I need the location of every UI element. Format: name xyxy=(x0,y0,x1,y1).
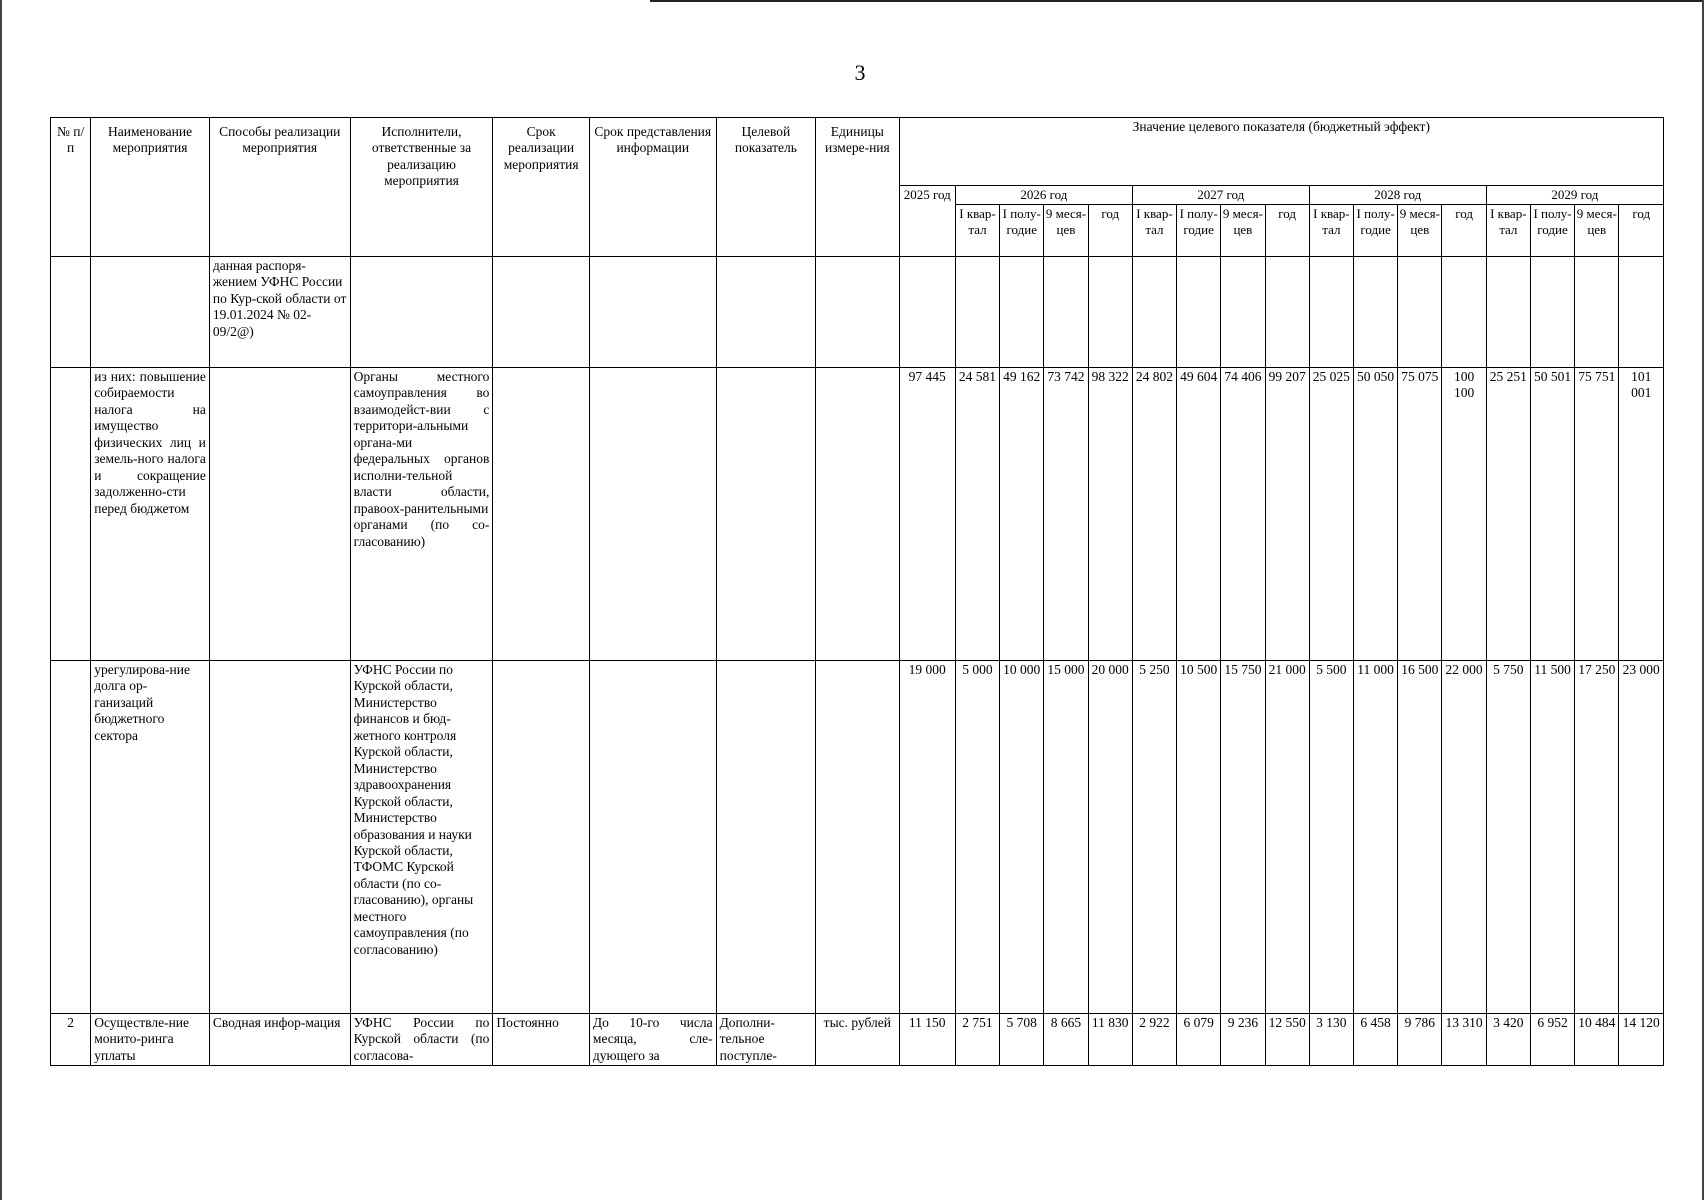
value-cell-2029-h1: 6 952 xyxy=(1530,1013,1574,1065)
cell-methods xyxy=(209,660,350,1013)
value-cell-2026-9m: 15 000 xyxy=(1044,660,1088,1013)
header-2027-year: год xyxy=(1265,204,1309,256)
value-cell-2025: 97 445 xyxy=(899,367,955,660)
cell-no xyxy=(51,367,91,660)
value-cell-2027-9m: 15 750 xyxy=(1221,660,1265,1013)
value-cell-2029-9m: 17 250 xyxy=(1575,660,1619,1013)
header-row-1 xyxy=(51,118,1664,186)
header-target: Целевой показатель xyxy=(716,118,816,257)
cell-report-deadline xyxy=(589,660,716,1013)
cell-deadline: Постоянно xyxy=(493,1013,590,1065)
cell-no xyxy=(51,660,91,1013)
header-2027-h1: I полу-годие xyxy=(1177,204,1221,256)
header-executors: Исполнители, ответственные за реализацию мероприятия xyxy=(350,118,493,257)
value-cell-2026-year: 11 830 xyxy=(1088,1013,1132,1065)
header-2028-year: год xyxy=(1442,204,1486,256)
value-cell xyxy=(1398,256,1442,367)
table-row-debt-settlement xyxy=(51,660,1664,1013)
value-cell-2026-h1: 10 000 xyxy=(1000,660,1044,1013)
value-cell xyxy=(1353,256,1397,367)
header-2029-h1: I полу-годие xyxy=(1530,204,1574,256)
cell-name: Осуществле-ние монито-ринга уплаты xyxy=(91,1013,210,1065)
cell-target xyxy=(716,256,816,367)
value-cell-2028-year: 100 100 xyxy=(1442,367,1486,660)
header-year-2028: 2028 год xyxy=(1309,186,1486,205)
value-cell-2026-year: 20 000 xyxy=(1088,660,1132,1013)
value-cell-2029-h1: 11 500 xyxy=(1530,660,1574,1013)
header-year-2027: 2027 год xyxy=(1132,186,1309,205)
cell-deadline xyxy=(493,367,590,660)
cell-target xyxy=(716,367,816,660)
value-cell-2028-h1: 11 000 xyxy=(1353,660,1397,1013)
value-cell xyxy=(1265,256,1309,367)
value-cell-2028-h1: 50 050 xyxy=(1353,367,1397,660)
value-cell-2026-9m: 73 742 xyxy=(1044,367,1088,660)
value-cell-2028-9m: 16 500 xyxy=(1398,660,1442,1013)
cell-deadline xyxy=(493,660,590,1013)
header-2029-9m: 9 меся-цев xyxy=(1575,204,1619,256)
value-cell xyxy=(1044,256,1088,367)
value-cell-2025: 11 150 xyxy=(899,1013,955,1065)
value-cell-2029-h1: 50 501 xyxy=(1530,367,1574,660)
value-cell-2027-h1: 10 500 xyxy=(1177,660,1221,1013)
value-cell-2026-q1: 2 751 xyxy=(955,1013,999,1065)
header-year-2029: 2029 год xyxy=(1486,186,1663,205)
header-no: № п/п xyxy=(51,118,91,257)
cell-units xyxy=(816,660,899,1013)
value-cell xyxy=(1442,256,1486,367)
cell-target: Дополни-тельное поступле- xyxy=(716,1013,816,1065)
value-cell-2027-q1: 5 250 xyxy=(1132,660,1176,1013)
value-cell-2027-year: 99 207 xyxy=(1265,367,1309,660)
value-cell-2027-year: 21 000 xyxy=(1265,660,1309,1013)
value-cell xyxy=(1132,256,1176,367)
value-cell-2029-q1: 5 750 xyxy=(1486,660,1530,1013)
header-name: Наименование мероприятия xyxy=(91,118,210,257)
value-cell-2028-q1: 3 130 xyxy=(1309,1013,1353,1065)
header-2028-h1: I полу-годие xyxy=(1353,204,1397,256)
value-cell xyxy=(1486,256,1530,367)
header-deadline: Срок реализации мероприятия xyxy=(493,118,590,257)
cell-name: из них: повышение собираемости налога на имущество физических лиц и земель-ного налога и сокращение задолженно-сти перед бюджетом xyxy=(91,367,210,660)
value-cell-2026-h1: 49 162 xyxy=(1000,367,1044,660)
cell-methods: Сводная инфор-мация xyxy=(209,1013,350,1065)
header-units: Единицы измере-ния xyxy=(816,118,899,257)
value-cell-2029-year: 14 120 xyxy=(1619,1013,1664,1065)
header-2027-9m: 9 меся-цев xyxy=(1221,204,1265,256)
scan-edge-top xyxy=(650,0,1704,2)
cell-report-deadline: До 10-го числа месяца, сле-дующего за xyxy=(589,1013,716,1065)
cell-deadline xyxy=(493,256,590,367)
value-cell-2025: 19 000 xyxy=(899,660,955,1013)
header-report-deadline: Срок представления информации xyxy=(589,118,716,257)
value-cell-2027-9m: 74 406 xyxy=(1221,367,1265,660)
cell-name: урегулирова-ние долга ор-ганизаций бюджетного сектора xyxy=(91,660,210,1013)
header-2029-q1: I квар-тал xyxy=(1486,204,1530,256)
value-cell-2029-year: 23 000 xyxy=(1619,660,1664,1013)
value-cell xyxy=(1575,256,1619,367)
value-cell-2029-9m: 10 484 xyxy=(1575,1013,1619,1065)
value-cell-2028-year: 13 310 xyxy=(1442,1013,1486,1065)
value-cell-2026-9m: 8 665 xyxy=(1044,1013,1088,1065)
value-cell-2026-year: 98 322 xyxy=(1088,367,1132,660)
table-row-property-tax xyxy=(51,367,1664,660)
cell-executors: УФНС России по Курской области, Министерство финансов и бюд-жетного контроля Курской области, Министерство здравоохранения Курской области, Министерство образования и науки Курской области, ТФОМС Курской области (по со-гласованию), органы местного самоуправления (по согласованию) xyxy=(350,660,493,1013)
header-2027-q1: I квар-тал xyxy=(1132,204,1176,256)
value-cell-2027-h1: 49 604 xyxy=(1177,367,1221,660)
cell-methods xyxy=(209,367,350,660)
value-cell xyxy=(955,256,999,367)
cell-no xyxy=(51,256,91,367)
header-2026-9m: 9 меся-цев xyxy=(1044,204,1088,256)
header-2028-9m: 9 меся-цев xyxy=(1398,204,1442,256)
header-value-group: Значение целевого показателя (бюджетный эффект) xyxy=(899,118,1663,186)
value-cell-2028-q1: 5 500 xyxy=(1309,660,1353,1013)
value-cell-2026-q1: 24 581 xyxy=(955,367,999,660)
value-cell-2028-9m: 9 786 xyxy=(1398,1013,1442,1065)
cell-executors: Органы местного самоуправления во взаимодейст-вии с территори-альными органа-ми федеральных органов исполни-тельной власти области, правоох-ранительными органами (по со-гласованию) xyxy=(350,367,493,660)
value-cell-2029-q1: 25 251 xyxy=(1486,367,1530,660)
value-cell-2029-9m: 75 751 xyxy=(1575,367,1619,660)
value-cell xyxy=(1530,256,1574,367)
header-2026-h1: I полу-годие xyxy=(1000,204,1044,256)
value-cell-2028-9m: 75 075 xyxy=(1398,367,1442,660)
value-cell-2028-year: 22 000 xyxy=(1442,660,1486,1013)
cell-no: 2 xyxy=(51,1013,91,1065)
value-cell-2029-q1: 3 420 xyxy=(1486,1013,1530,1065)
measures-table xyxy=(50,117,1664,1066)
value-cell xyxy=(1619,256,1664,367)
header-2029-year: год xyxy=(1619,204,1664,256)
cell-target xyxy=(716,660,816,1013)
value-cell-2026-q1: 5 000 xyxy=(955,660,999,1013)
value-cell-2027-q1: 24 802 xyxy=(1132,367,1176,660)
cell-units xyxy=(816,367,899,660)
cell-report-deadline xyxy=(589,367,716,660)
table-row-2 xyxy=(51,1013,1664,1065)
cell-units: тыс. рублей xyxy=(816,1013,899,1065)
table-row-continuation xyxy=(51,256,1664,367)
scan-edge-left xyxy=(0,0,2,1200)
cell-units xyxy=(816,256,899,367)
cell-executors xyxy=(350,256,493,367)
header-2026-year: год xyxy=(1088,204,1132,256)
value-cell-2029-year: 101 001 xyxy=(1619,367,1664,660)
cell-methods: данная распоря-жением УФНС России по Кур-ской области от 19.01.2024 № 02-09/2@) xyxy=(209,256,350,367)
cell-executors: УФНС России по Курской области (по согласова- xyxy=(350,1013,493,1065)
cell-name xyxy=(91,256,210,367)
value-cell xyxy=(1000,256,1044,367)
value-cell xyxy=(1177,256,1221,367)
value-cell-2027-9m: 9 236 xyxy=(1221,1013,1265,1065)
value-cell xyxy=(899,256,955,367)
value-cell xyxy=(1309,256,1353,367)
value-cell-2026-h1: 5 708 xyxy=(1000,1013,1044,1065)
header-methods: Способы реализации мероприятия xyxy=(209,118,350,257)
value-cell xyxy=(1221,256,1265,367)
value-cell xyxy=(1088,256,1132,367)
value-cell-2027-q1: 2 922 xyxy=(1132,1013,1176,1065)
value-cell-2027-h1: 6 079 xyxy=(1177,1013,1221,1065)
value-cell-2028-q1: 25 025 xyxy=(1309,367,1353,660)
header-2028-q1: I квар-тал xyxy=(1309,204,1353,256)
cell-report-deadline xyxy=(589,256,716,367)
value-cell-2027-year: 12 550 xyxy=(1265,1013,1309,1065)
header-year-2025: 2025 год xyxy=(899,186,955,257)
page-number: 3 xyxy=(854,60,866,85)
value-cell-2028-h1: 6 458 xyxy=(1353,1013,1397,1065)
header-year-2026: 2026 год xyxy=(955,186,1132,205)
header-2026-q1: I квар-тал xyxy=(955,204,999,256)
